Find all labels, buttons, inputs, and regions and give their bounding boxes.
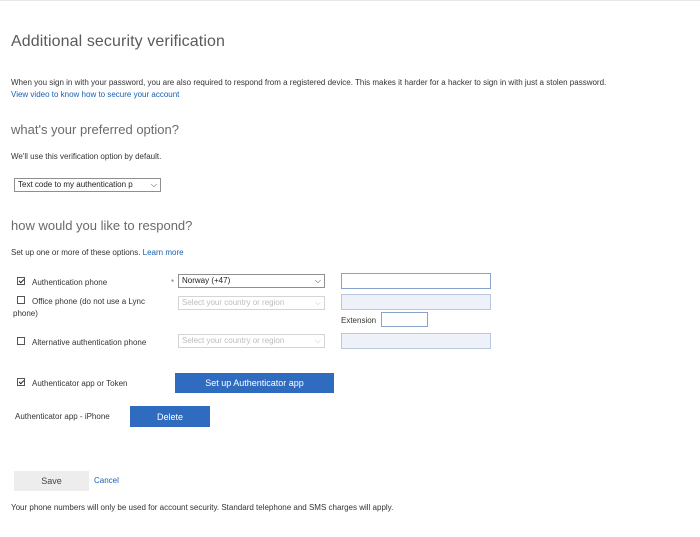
footer-note: Your phone numbers will only be used for account security. Standard telephone and SMS charges will apply. [11, 503, 394, 512]
extension-input[interactable] [381, 312, 428, 327]
office-phone-number-input[interactable] [341, 294, 491, 310]
view-video-link[interactable]: View video to know how to secure your account [11, 90, 180, 99]
office-phone-checkbox[interactable] [17, 296, 25, 304]
chevron-down-icon: ⌵ [314, 336, 321, 345]
auth-app-label: Authenticator app or Token [32, 379, 128, 388]
save-button[interactable]: Save [14, 471, 89, 491]
preferred-option-description: We'll use this verification option by default. [11, 152, 162, 161]
respond-heading: how would you like to respond? [11, 218, 193, 233]
page-title: Additional security verification [11, 33, 225, 50]
chevron-down-icon: ⌵ [314, 298, 321, 307]
preferred-option-heading: what's your preferred option? [11, 122, 179, 137]
learn-more-link[interactable]: Learn more [142, 248, 184, 257]
auth-phone-number-input[interactable] [341, 273, 491, 289]
chevron-down-icon: ⌵ [314, 276, 321, 285]
device-label: Authenticator app - iPhone [15, 412, 110, 421]
alt-phone-label: Alternative authentication phone [32, 338, 147, 347]
required-mark: * [171, 278, 175, 287]
office-phone-country-placeholder: Select your country or region [182, 298, 285, 307]
auth-phone-label: Authentication phone [32, 278, 108, 287]
respond-description: Set up one or more of these options. Learn more [11, 248, 184, 257]
auth-phone-country-value: Norway (+47) [182, 276, 231, 285]
alt-phone-number-input[interactable] [341, 333, 491, 349]
delete-device-button[interactable]: Delete [130, 406, 210, 427]
office-phone-label: Office phone (do not use a Lync [32, 297, 145, 306]
office-phone-label-cont: phone) [13, 309, 38, 318]
auth-phone-checkbox[interactable] [17, 277, 25, 285]
auth-phone-country-select[interactable] [178, 274, 325, 288]
preferred-option-value: Text code to my authentication p [18, 180, 133, 189]
chevron-down-icon: ⌵ [150, 180, 157, 189]
office-phone-country-select[interactable] [178, 296, 325, 310]
setup-authenticator-app-button[interactable]: Set up Authenticator app [175, 373, 334, 393]
preferred-option-select[interactable] [14, 178, 161, 192]
alt-phone-checkbox[interactable] [17, 337, 25, 345]
extension-label: Extension [341, 316, 377, 325]
cancel-link[interactable]: Cancel [94, 476, 119, 485]
alt-phone-country-placeholder: Select your country or region [182, 336, 285, 345]
intro-text: When you sign in with your password, you are also required to respond from a registered device. This makes it harder for a hacker to sign in with just a stolen password. [11, 78, 607, 87]
top-divider [0, 0, 700, 1]
alt-phone-country-select[interactable] [178, 334, 325, 348]
auth-app-checkbox[interactable] [17, 378, 25, 386]
